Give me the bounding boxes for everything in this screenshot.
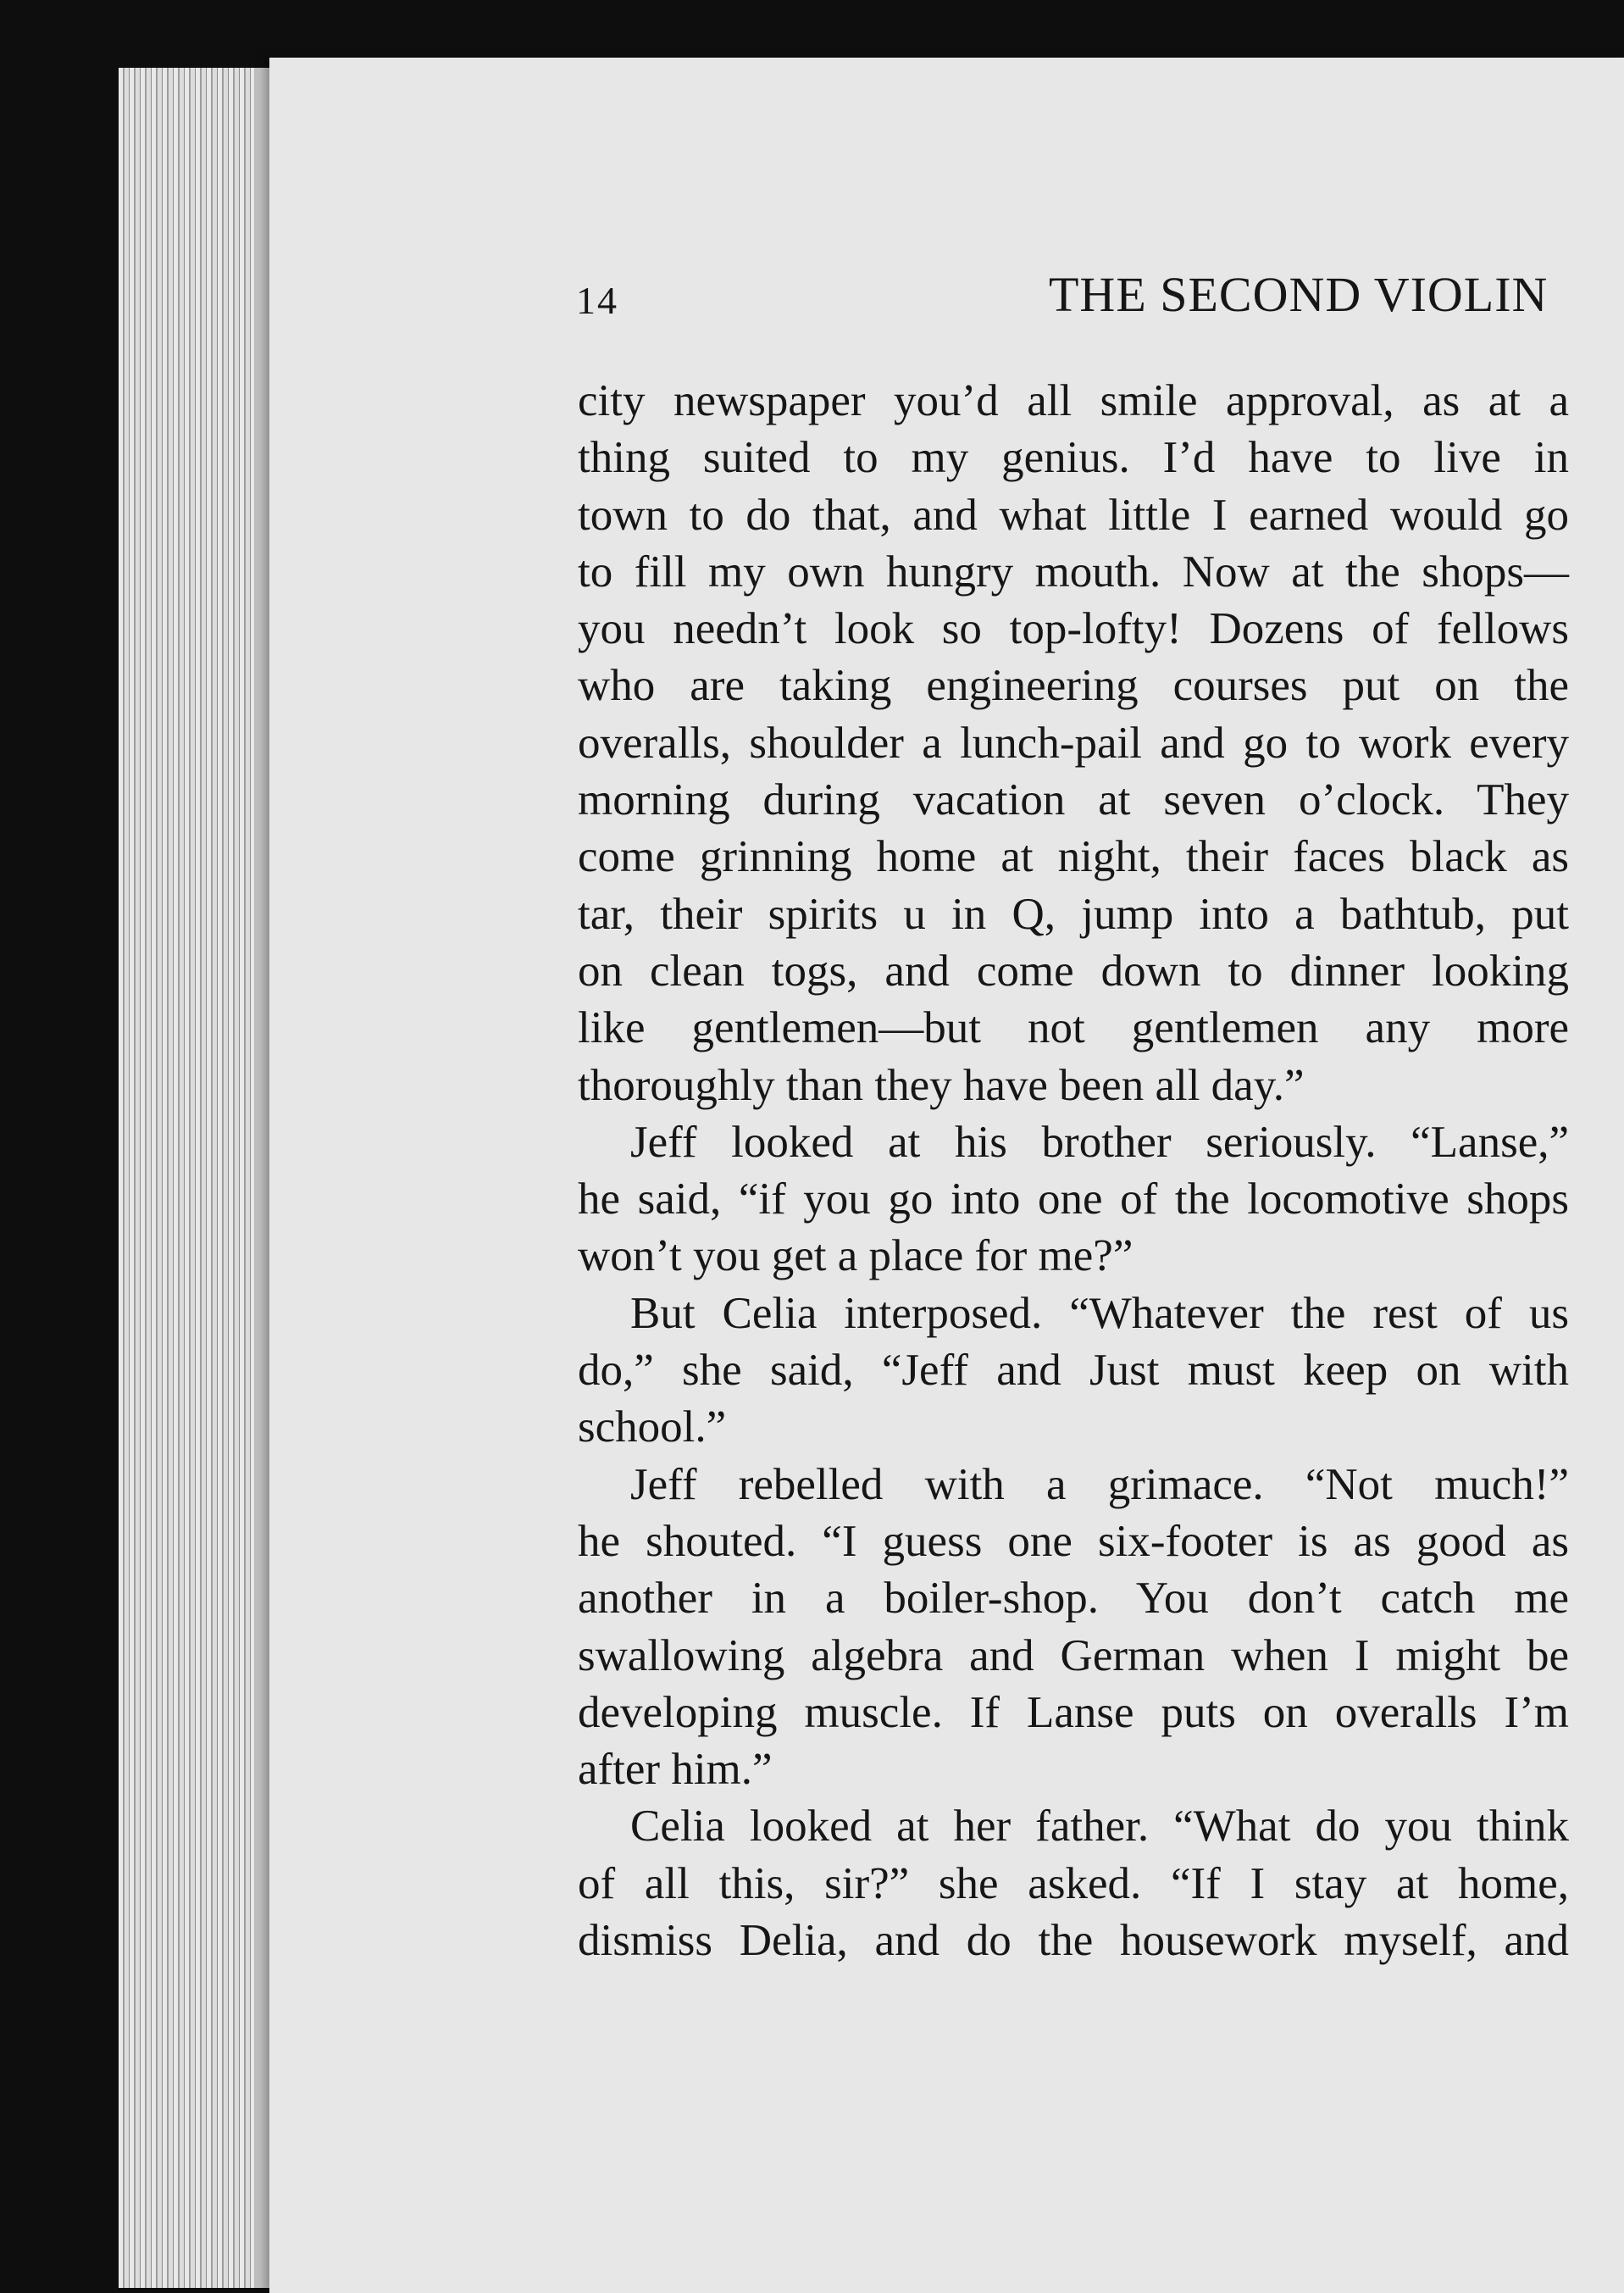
text-line: overalls, shoulder a lunch-pail and go to work every [578, 718, 1569, 768]
text-line: morning during vacation at seven o’clock. They [578, 775, 1569, 825]
text-line: he shouted. “I guess one six-footer is as good as [578, 1516, 1569, 1566]
text-line: But Celia interposed. “Whatever the rest of us [630, 1288, 1569, 1338]
text-line: after him.” [578, 1745, 773, 1795]
running-head [576, 266, 1604, 334]
book-title: THE SECOND VIOLIN [1049, 267, 1549, 322]
text-line: another in a boiler-shop. You don’t catch me [578, 1574, 1569, 1624]
text-line: come grinning home at night, their faces black as [578, 832, 1569, 882]
text-line: he said, “if you go into one of the locomotive shops [578, 1174, 1569, 1224]
text-line: do,” she said, “Jeff and Just must keep on with [578, 1346, 1569, 1396]
text-line: swallowing algebra and German when I might be [578, 1630, 1569, 1680]
text-line: developing muscle. If Lanse puts on overalls I’m [578, 1687, 1569, 1737]
text-line: Jeff rebelled with a grimace. “Not much!” [630, 1459, 1569, 1509]
page-edges [119, 68, 280, 2288]
paragraph [578, 1798, 1569, 1969]
text-line: thing suited to my genius. I’d have to live in [578, 433, 1569, 483]
text-line: tar, their spirits u in Q, jump into a bathtub, put [578, 889, 1569, 939]
text-line: on clean togs, and come down to dinner looking [578, 946, 1569, 996]
text-line: of all this, sir?” she asked. “If I stay at home, [578, 1858, 1569, 1908]
text-line: city newspaper you’d all smile approval, as at a [578, 376, 1569, 425]
book-page [269, 58, 1624, 2293]
text-line: town to do that, and what little I earned would go [578, 490, 1569, 540]
body-text [578, 373, 1569, 1969]
text-line: to fill my own hungry mouth. Now at the shops— [578, 547, 1569, 597]
text-line: Celia looked at her father. “What do you think [630, 1802, 1569, 1852]
paragraph [578, 373, 1569, 1114]
page-number: 14 [576, 279, 618, 322]
text-line: thoroughly than they have been all day.” [578, 1060, 1305, 1110]
text-line: school.” [578, 1402, 727, 1452]
text-line: Jeff looked at his brother seriously. “Lanse,” [630, 1117, 1569, 1167]
paragraph [578, 1285, 1569, 1457]
text-line: dismiss Delia, and do the housework myself, and [578, 1916, 1569, 1966]
text-line: won’t you get a place for me?” [578, 1231, 1133, 1281]
paragraph [578, 1114, 1569, 1285]
text-line: like gentlemen—but not gentlemen any more [578, 1003, 1569, 1053]
text-line: who are taking engineering courses put on the [578, 661, 1569, 711]
paragraph [578, 1457, 1569, 1799]
text-line: you needn’t look so top-lofty! Dozens of fellows [578, 604, 1569, 654]
